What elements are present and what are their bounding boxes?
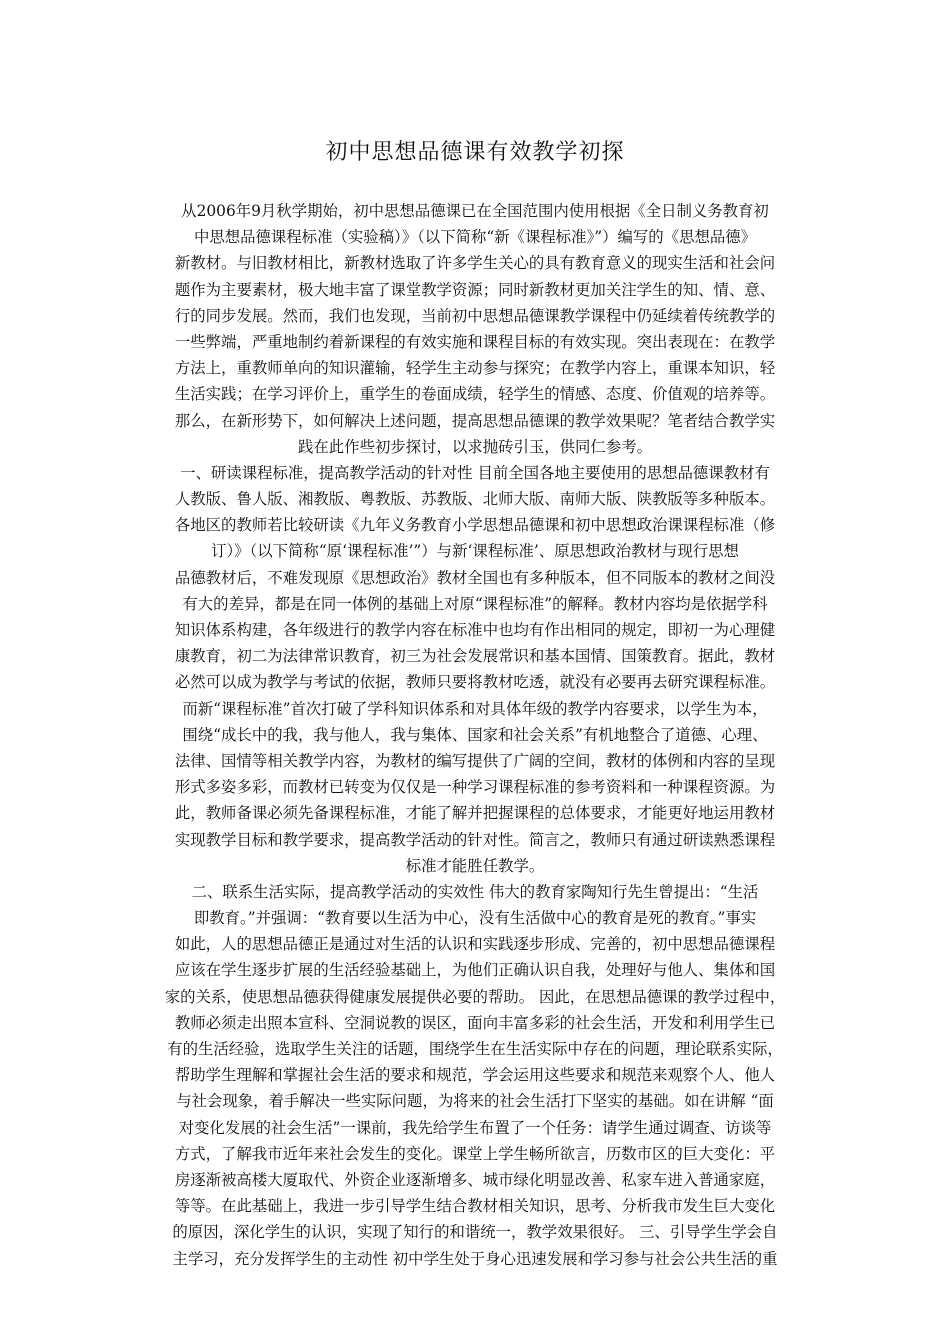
body-line: 二、联系生活实际，提高教学活动的实效性 伟大的教育家陶知行先生曾提出：“生活 [191,882,759,901]
body-line: 中思想品德课程标准（实验稿）》（以下简称“新《课程标准》”）编写的《思想品德》 [193,228,757,247]
body-line: 生活实践；在学习评价上，重学生的卷面成绩，轻学生的情感、态度、价值观的培养等。 [174,385,776,404]
body-line: 各地区的教师若比较研读《九年义务教育小学思想品德课和初中思想政治课课程标准（修 [174,516,776,535]
body-line: 房逐渐被高楼大厦取代、外资企业逐渐增多、城市绿化明显改善、私家车进入普通家庭， [174,1170,776,1189]
body-line: 那么，在新形势下，如何解决上述问题，提高思想品德课的教学效果呢？笔者结合教学实 [174,411,776,430]
body-line: 教师必须走出照本宣科、空洞说教的误区，面向丰富多彩的社会生活，开发和利用学生已 [174,1013,776,1032]
body-line: 应该在学生逐步扩展的生活经验基础上，为他们正确认识自我，处理好与他人、集体和国 [174,961,776,980]
body-line: 品德教材后，不难发现原《思想政治》教材全国也有多种版本，但不同版本的教材之间没 [174,568,776,587]
body-line: 订）》（以下简称“原‘课程标准’”）与新‘课程标准’、原思想政治教材与现行思想 [211,542,739,561]
body-line: 行的同步发展。然而，我们也发现，当前初中思想品德课教学课程中仍延续着传统教学的 [174,306,776,325]
document-body [143,198,807,1272]
body-line: 围绕“成长中的我，我与他人，我与集体、国家和社会关系”有机地整合了道德、心理、 [182,725,768,744]
body-line: 对变化发展的社会生活”一课前，我先给学生布置了一个任务：请学生通过调查、访谈等 [178,1118,772,1137]
body-line: 必然可以成为教学与考试的依据，教师只要将教材吃透，就没有必要再去研究课程标准。 [174,673,776,692]
body-line: 从2006年9月秋学期始，初中思想品德课已在全国范围内使用根据《全日制义务教育初 [181,202,769,220]
body-line: 形式多姿多彩，而教材已转变为仅仅是一种学习课程标准的参考资料和一种课程资源。为 [174,778,776,797]
body-line: 标准才能胜任教学。 [405,856,545,875]
body-line: 践在此作些初步探讨，以求抛砖引玉，供同仁参考。 [298,437,652,456]
body-line: 一、研读课程标准，提高教学活动的针对性 目前全国各地主要使用的思想品德课教材有 [180,463,770,482]
body-line: 方式，了解我市近年来社会发生的变化。课堂上学生畅所欲言，历数市区的巨大变化：平 [174,1144,776,1163]
body-line: 题作为主要素材，极大地丰富了课堂教学资源；同时新教材更加关注学生的知、情、意、 [174,280,776,299]
body-line: 的原因，深化学生的认识，实现了知行的和谐统一，教学效果很好。 三、引导学生学会自 [172,1223,778,1242]
body-line: 主学习，充分发挥学生的主动性 初中学生处于身心迅速发展和学习参与社会公共生活的重 [172,1249,778,1268]
body-line: 家的关系，使思想品德获得健康发展提供必要的帮助。 因此，在思想品德课的教学过程中， [164,987,786,1006]
body-line: 实现教学目标和教学要求，提高教学活动的针对性。简言之，教师只有通过研读熟悉课程 [174,830,776,849]
body-line: 人教版、鲁人版、湘教版、粤教版、苏教版、北师大版、南师大版、陕教版等多种版本。 [174,490,776,509]
body-line: 与社会现象，着手解决一些实际问题，为将来的社会生活打下坚实的基础。如在讲解 “面 [176,1092,774,1111]
body-line: 法律、国情等相关教学内容，为教材的编写提供了广阔的空间，教材的体例和内容的呈现 [174,751,776,770]
body-line: 帮助学生理解和掌握社会生活的要求和规范，学会运用这些要求和规范来观察个人、他人 [174,1066,776,1085]
body-line: 知识体系构建，各年级进行的教学内容在标准中也均有作出相同的规定，即初一为心理健 [174,621,776,639]
body-line: 等等。在此基础上，我进一步引导学生结合教材相关知识，思考、分析我市发生巨大变化 [174,1197,776,1216]
body-line: 有大的差异，都是在同一体例的基础上对原“课程标准”的解释。教材内容均是依据学科 [182,594,768,613]
body-line: 康教育，初二为法律常识教育，初三为社会发展常识和基本国情、国策教育。据此，教材 [174,647,776,666]
body-line: 新教材。与旧教材相比，新教材选取了许多学生关心的具有教育意义的现实生活和社会问 [174,254,776,273]
body-line: 即教育。”并强调：“教育要以生活为中心，没有生活做中心的教育是死的教育。”事实 [193,909,757,928]
body-line: 如此，人的思想品德正是通过对生活的认识和实践逐步形成、完善的，初中思想品德课程 [174,935,776,954]
body-line: 方法上，重教师单向的知识灌输，轻学生主动参与探究；在教学内容上，重课本知识，轻 [174,359,776,378]
body-line: 而新“课程标准”首次打破了学科知识体系和对具体年级的教学内容要求，以学生为本， [182,699,768,718]
body-line: 有的生活经验，选取学生关注的话题，围绕学生在生活实际中存在的问题，理论联系实际， [167,1040,783,1058]
body-line: 一些弊端，严重地制约着新课程的有效实施和课程目标的有效实现。突出表现在：在教学 [174,332,776,351]
body-line: 此，教师备课必须先备课程标准，才能了解并把握课程的总体要求，才能更好地运用教材 [174,804,776,823]
document-title: 初中思想品德课有效教学初探 [325,140,625,165]
